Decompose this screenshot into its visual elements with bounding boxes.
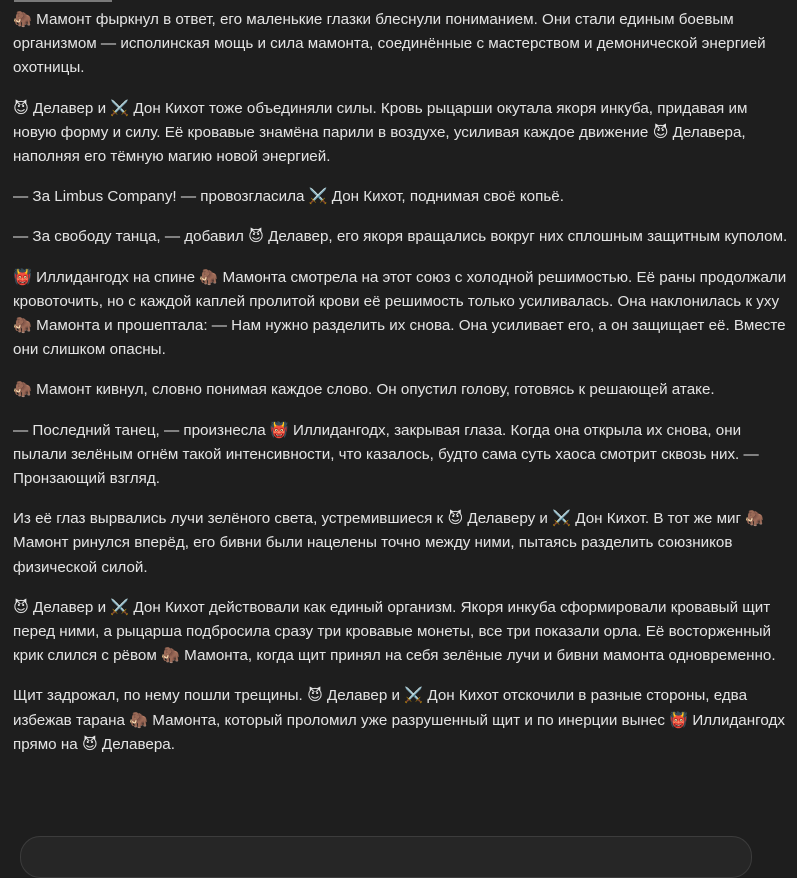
message-paragraph: 😈 Делавер и ⚔️ Дон Кихот тоже объединяли силы. Кровь рыцарши окутала якоря инкуба, придавая им новую форму и силу. Её кровавые знамёна парили в воздухе, усиливая каждое движение 😈 Делавера, наполняя его тёмную магию новой энергией. bbox=[13, 99, 748, 166]
message-paragraph: 🦣 Мамонт фыркнул в ответ, его маленькие глазки блеснули пониманием. Они стали единым боевым организмом — исполинская мощь и сила мамонта, соединённые с мастерством и демонической энергией охотницы. bbox=[13, 11, 766, 77]
message-paragraph: — За Limbus Company! — провозгласила ⚔️ Дон Кихот, поднимая своё копьё. bbox=[13, 188, 564, 206]
message-paragraph: 🦣 Мамонт кивнул, словно понимая каждое слово. Он опустил голову, готовясь к решающей атаке. bbox=[13, 381, 715, 399]
message-paragraph: — За свободу танца, — добавил 😈 Делавер, его якоря вращались вокруг них сплошным защитным куполом. bbox=[13, 228, 788, 246]
message-paragraph: Из её глаз вырвались лучи зелёного света, устремившиеся к 😈 Делаверу и ⚔️ Дон Кихот. В тот же миг 🦣 Мамонт ринулся вперёд, его бивни были нацелены точно между ними, пытаясь разделить союзников физической силой. bbox=[13, 510, 765, 576]
chat-message bbox=[13, 8, 791, 773]
scroll-indicator bbox=[14, 0, 112, 2]
message-paragraph: 😈 Делавер и ⚔️ Дон Кихот действовали как единый организм. Якоря инкуба сформировали кровавый щит перед ними, а рыцарша подбросила сразу три кровавые монеты, все три показали орла. Её восторженный крик слился с рёвом 🦣 Мамонта, когда щит принял на себя зелёные лучи и бивни мамонта одновременно. bbox=[13, 598, 776, 665]
message-composer[interactable] bbox=[20, 836, 752, 878]
message-paragraph: Щит задрожал, по нему пошли трещины. 😈 Делавер и ⚔️ Дон Кихот отскочили в разные стороны, едва избежав тарана 🦣 Мамонта, который проломил уже разрушенный щит и по инерции вынес 👹 Иллидангодх прямо на 😈 Делавера. bbox=[13, 687, 785, 753]
message-paragraph: 👹 Иллидангодх на спине 🦣 Мамонта смотрела на этот союз с холодной решимостью. Её раны продолжали кровоточить, но с каждой каплей пролитой крови её решимость только усиливалась. Она наклонилась к уху 🦣 Мамонта и прошептала: — Нам нужно разделить их снова. Она усиливает его, а он защищает её. Вместе они слишком опасны. bbox=[13, 268, 787, 359]
message-paragraph: — Последний танец, — произнесла 👹 Иллидангодх, закрывая глаза. Когда она открыла их снова, они пылали зелёным огнём такой интенсивности, что казалось, будто сама суть хаоса смотрит сквозь них. — Пронзающий взгляд. bbox=[13, 421, 759, 488]
